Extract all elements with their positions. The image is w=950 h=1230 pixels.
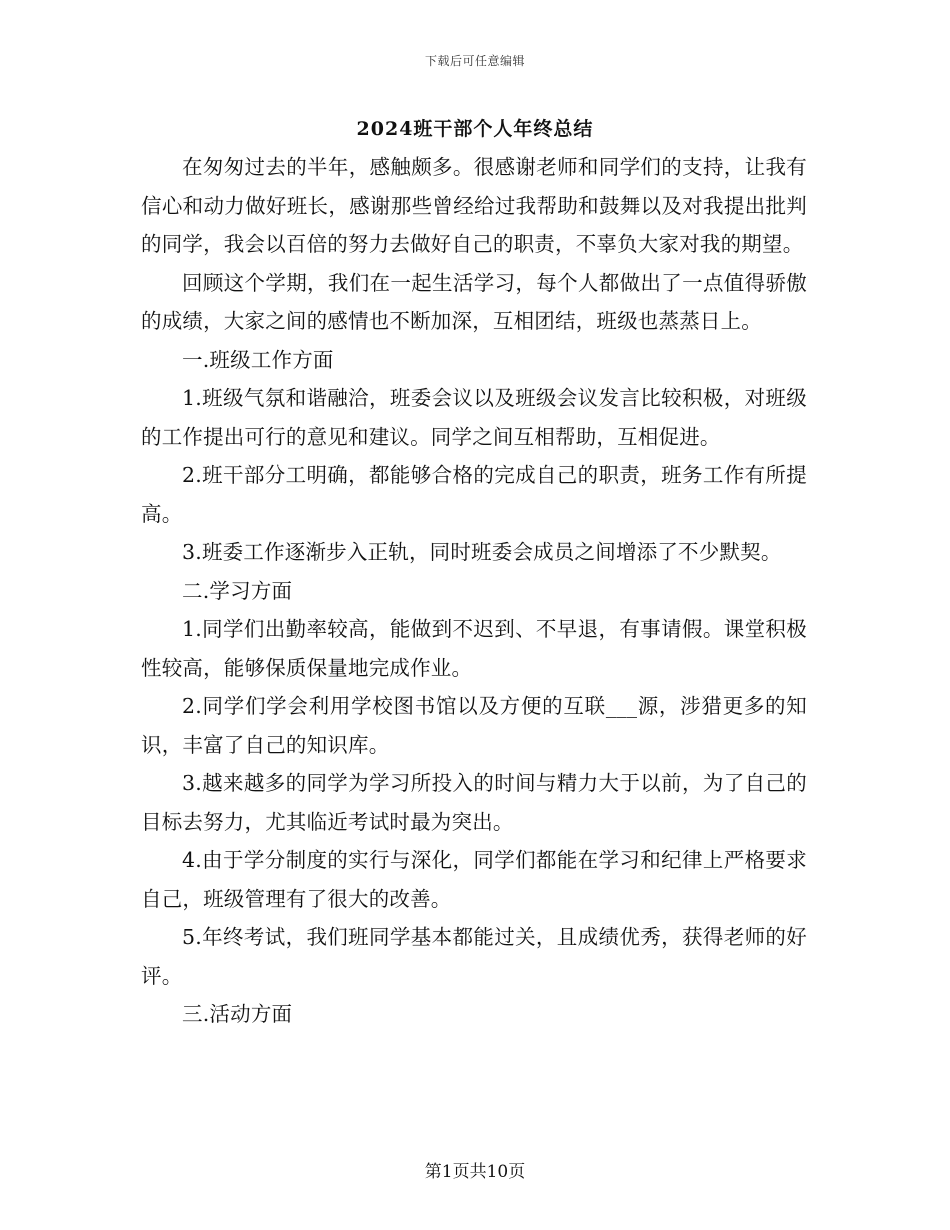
list-item: 2.同学们学会利用学校图书馆以及方便的互联___源，涉猎更多的知识，丰富了自己的知识库。 <box>141 694 807 757</box>
list-item: 1.同学们出勤率较高，能做到不迟到、不早退，有事请假。课堂积极性较高，能够保质保量地完成作业。 <box>141 617 807 680</box>
document-body <box>141 148 807 1034</box>
page-number-footer: 第1页共10页 <box>424 1162 526 1182</box>
section-heading-activities: 三.活动方面 <box>182 1002 293 1026</box>
section-heading-study: 二.学习方面 <box>182 578 293 603</box>
list-item: 3.越来越多的同学为学习所投入的时间与精力大于以前，为了自己的目标去努力，尤其临近考试时最为突出。 <box>141 771 807 834</box>
paragraph-intro: 在匆匆过去的半年，感触颇多。很感谢老师和同学们的支持，让我有信心和动力做好班长，感谢那些曾经给过我帮助和鼓舞以及对我提出批判的同学，我会以百倍的努力去做好自己的职责，不辜负大家对我的期望。 <box>141 155 807 256</box>
list-item: 4.由于学分制度的实行与深化，同学们都能在学习和纪律上严格要求自己，班级管理有了很大的改善。 <box>141 848 807 911</box>
document-title: 2024班干部个人年终总结 <box>356 118 594 140</box>
paragraph-review: 回顾这个学期，我们在一起生活学习，每个人都做出了一点值得骄傲的成绩，大家之间的感情也不断加深，互相团结，班级也蒸蒸日上。 <box>141 270 807 333</box>
list-item: 1.班级气氛和谐融洽，班委会议以及班级会议发言比较积极，对班级的工作提出可行的意见和建议。同学之间互相帮助，互相促进。 <box>141 386 807 449</box>
list-item: 3.班委工作逐渐步入正轨，同时班委会成员之间增添了不少默契。 <box>182 540 782 564</box>
section-heading-class-work: 一.班级工作方面 <box>182 347 334 372</box>
list-item: 2.班干部分工明确，都能够合格的完成自己的职责，班务工作有所提高。 <box>141 463 807 526</box>
header-note: 下载后可任意编辑 <box>424 54 525 68</box>
list-item: 5.年终考试，我们班同学基本都能过关，且成绩优秀，获得老师的好评。 <box>141 925 807 988</box>
